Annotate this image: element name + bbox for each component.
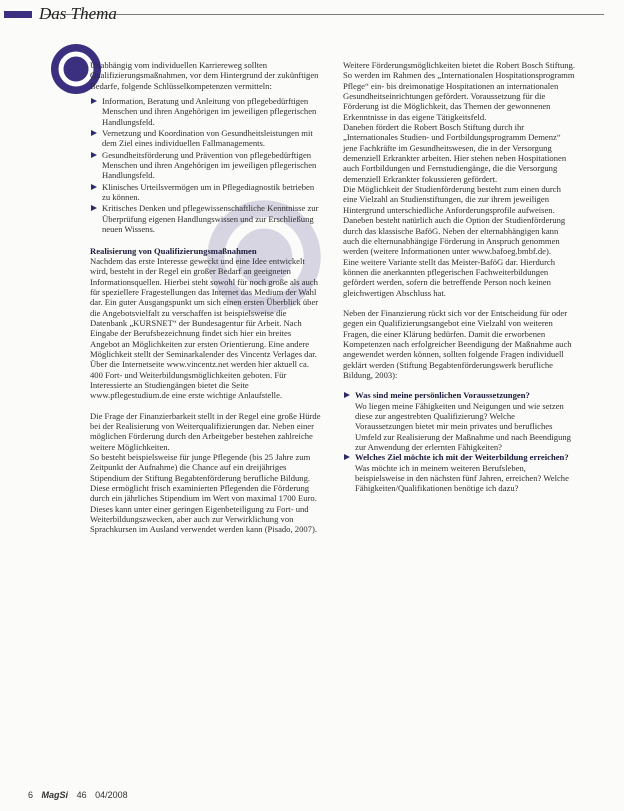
body-paragraph: Die Möglichkeit der Studienförderung besteht zum einen durch eine Vielzahl an Studienstiftungen, die zur ihrem jeweiligen Hintergrund unterschiedliche Anforderungsprofile aufweisen. Daneben besteht natürlich auch die Option der Studienförderung durch das klassische BaföG. Neben der elternabhängigen kann auch die elternunabhängige Förderung in Anspruch genommen werden (weitere Informationen unter www.bafoeg.bmbf.de). xyxy=(343,184,566,257)
triangle-bullet-icon xyxy=(91,205,97,211)
section-heading: Realisierung von Qualifizierungsmaßnahmen xyxy=(90,245,257,256)
right-column xyxy=(343,60,575,494)
question-item xyxy=(343,390,575,452)
brand-color-bar xyxy=(4,11,32,18)
body-paragraph: Daneben fördert die Robert Bosch Stiftung durch ihr „Internationales Studien- und Fortbildungsprogramm Demenz“ jene Fachkräfte im Gesundheitswesen, die in der Versorgung demenziell Erkrankter arbeiten. Hier stehen neben Hospitationen auch Fortbildungen und Fernstudiengänge, die die Versorgung demenziell Erkrankter fokussieren gefördert. xyxy=(343,122,567,184)
triangle-bullet-icon xyxy=(91,184,97,190)
question-text: Wo liegen meine Fähigkeiten und Neigungen und wie setzen diese zur angestrebten Qualifizierung? Welche Voraussetzungen bietet mir mein privates und berufliches Umfeld zur Realisierung der Maßnahme und nach Beendigung zur Anwendung der erlernten Fähigkeiten? xyxy=(355,400,571,453)
header-rule xyxy=(44,14,604,15)
list-item: Gesundheitsförderung und Prävention von pflegebedürftigen Menschen und ihren Angehörigen im jeweiligen pflegerischen Handlungsfeld. xyxy=(90,150,322,181)
list-item: Vernetzung und Koordination von Gesundheitsleistungen mit dem Ziel eines individuellen Fallmanagements. xyxy=(90,128,322,149)
body-paragraph: Neben der Finanzierung rückt sich vor der Entscheidung für oder gegen ein Qualifizierungsangebot eine Vielzahl von weiteren Fragen, die einer Klärung bedürfen. Damit die erworbenen Kompetenzen nach erfolgreicher Beendigung der Maßnahme auch angewendet werden können, sollten folgende Fragen individuell geklärt werden (Stiftung Begabtenförderungswerk berufliche Bildung, 2003): xyxy=(343,307,572,380)
question-title: Was sind meine persönlichen Voraussetzungen? xyxy=(355,390,530,401)
list-item: Klinisches Urteilsvermögen um in Pflegediagnostik betrieben zu können. xyxy=(90,182,322,203)
body-paragraph: Nachdem das erste Interesse geweckt und eine Idee entwickelt wird, besteht in der Regel ein großer Bedarf an geeigneten Informationsquellen. Hierbei steht sowohl für noch große als auch für speziellere Fragestellungen das Internet das Medium der Wahl dar. Ein guter Ausgangspunkt um sich einen ersten Überblick über die Angebotsvielfalt zu verschaffen ist beispielsweise die Datenbank „KURSNET“ der Bundesagentur für Arbeit. Nach Eingabe der Berufsbezeichnung findet sich hier ein breites Angebot an Möglichkeiten zur ersten Orientierung. Eine andere Möglichkeit stellt der Seminarkalender des Vincentz Verlages dar. Über die Internetseite www.vincentz.net werden hier aktuell ca. 400 Fort- und Weiterbildungsmöglichkeiten geboten. Für Interessierte an Studiengängen bietet die Seite www.pflegestudium.de eine erste wichtige Anlaufstelle. xyxy=(90,255,319,401)
triangle-bullet-icon xyxy=(91,130,97,136)
page-number: 6 xyxy=(28,790,34,800)
question-title: Welches Ziel möchte ich mit der Weiterbildung erreichen? xyxy=(355,452,569,463)
question-item xyxy=(343,452,575,493)
page-footer xyxy=(28,790,134,800)
magazine-name: MagSi xyxy=(41,790,69,800)
issue-date: 04/2008 xyxy=(95,790,128,800)
body-paragraph: So besteht beispielsweise für junge Pflegende (bis 25 Jahre zum Zeitpunkt der Aufnahme) die Chance auf ein dreijähriges Stipendium der Stiftung Begabtenförderung berufliche Bildung. Diese ermöglicht frisch examinierten Pflegenden die Förderung durch ein jährliches Stipendium im Wert von maximal 1700 Euro. Dieses kann unter einer geringen Eigenbeteiligung zu Fort- und Weiterbildungszwecken, aber auch zur Verwirklichung von Sprachkursen im Ausland verwendet werden kann (Pisado, 2007). xyxy=(90,452,317,535)
body-paragraph: Eine weitere Variante stellt das Meister-BaföG dar. Hierdurch können die anerkannten pflegerischen Fachweiterbildungen gefördert werden, sofern die betreffende Person noch keinen gleichwertigen Abschluss hat. xyxy=(343,256,556,298)
question-text: Was möchte ich in meinem weiteren Berufsleben, beispielsweise in den nächsten fünf Jahren, erreichen? Welche Fähigkeiten/Qualifikationen benötige ich dazu? xyxy=(355,462,569,494)
list-item: Information, Beratung und Anleitung von pflegebedürftigen Menschen und ihren Angehörigen im jeweiligen pflegerischen Handlungsfeld. xyxy=(90,96,322,127)
triangle-bullet-icon xyxy=(91,152,97,158)
list-item: Kritisches Denken und pflegewissenschaftliche Kenntnisse zur Überprüfung eigenen Handlungswissen und zur Erschließung neuen Wissens. xyxy=(90,203,322,234)
triangle-bullet-icon xyxy=(91,98,97,104)
left-column xyxy=(90,60,322,535)
triangle-bullet-icon xyxy=(344,392,350,398)
body-paragraph: Weitere Förderungsmöglichkeiten bietet die Robert Bosch Stiftung. So werden im Rahmen des „Internationalen Hospitationsprogramm Pflege“ ein- bis dreimonatige Hospitationen an internationalen Gesundheitseinrichtungen gefördert. Voraussetzung für die Förderung ist die Möglichkeit, das Themen der gewonnenen Erkenntnisse in das eigene Tätigkeitsfeld. xyxy=(343,60,576,122)
intro-paragraph: Unabhängig vom individuellen Karriereweg sollten Qualifizierungsmaßnahmen, vor dem Hintergrund der zukünftigen Bedarfe, folgende Schlüsselkompetenzen vermitteln: xyxy=(90,60,319,91)
section-title: Das Thema xyxy=(39,4,117,23)
issue-number: 46 xyxy=(76,790,87,800)
competency-list xyxy=(90,96,322,234)
triangle-bullet-icon xyxy=(344,454,350,460)
body-paragraph: Die Frage der Finanzierbarkeit stellt in der Regel eine große Hürde bei der Realisierung von Weiterqualifizierungen dar. Neben einer möglichen Förderung durch den Arbeitgeber bestehen zahlreiche weitere Möglichkeiten. xyxy=(90,410,321,452)
